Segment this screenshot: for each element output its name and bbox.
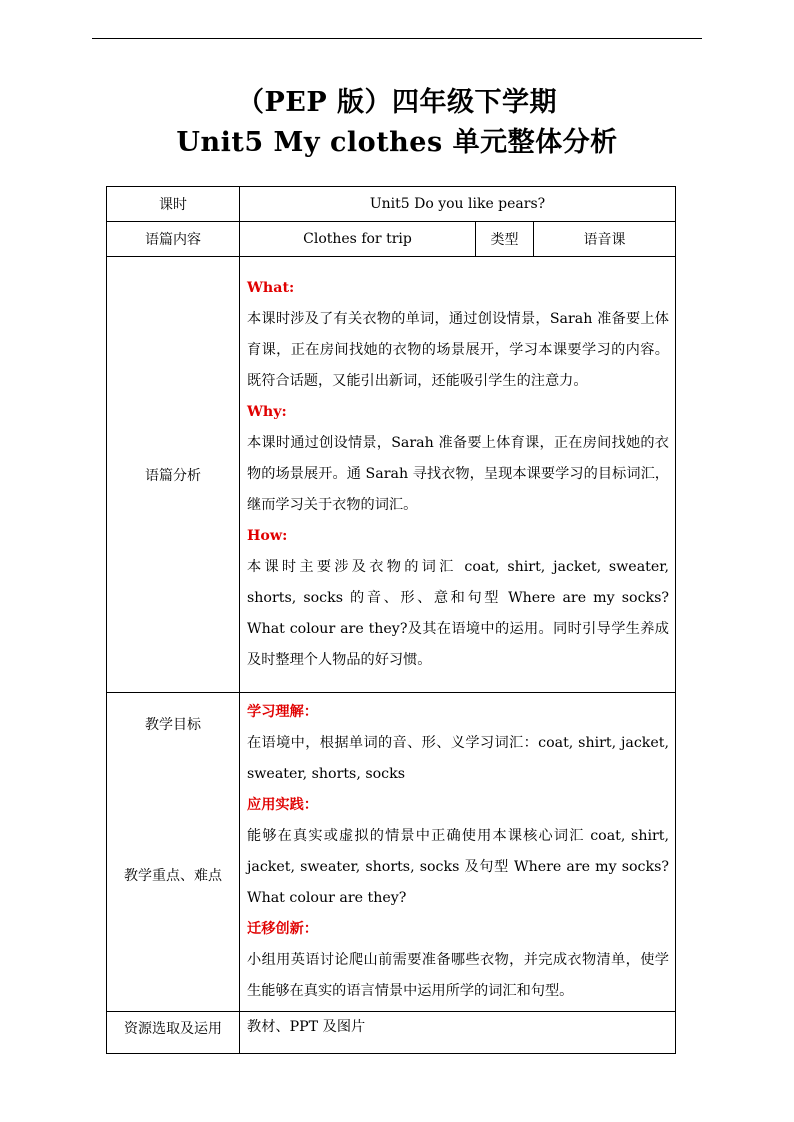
row-resources [107, 1012, 676, 1054]
label-lesson: 课时 [107, 187, 240, 222]
goals-content [240, 693, 676, 1012]
row-lesson [107, 187, 676, 222]
row-goals [107, 693, 676, 1012]
label-key-points: 教学重点、难点 [124, 868, 222, 884]
label-content: 语篇内容 [107, 222, 240, 257]
label-type: 类型 [476, 222, 534, 257]
value-content: Clothes for trip [240, 222, 476, 257]
transfer-text: 小组用英语讨论爬山前需要准备哪些衣物，并完成衣物清单，使学生能够在真实的语言情景中运用所学的词汇和句型。 [247, 952, 669, 999]
value-resources [240, 1012, 676, 1054]
analysis-content [240, 257, 676, 693]
label-resources: 资源选取及运用 [107, 1012, 240, 1054]
understand-heading: 学习理解： [247, 704, 318, 720]
understand-text: 在语境中，根据单词的音、形、义学习词汇：coat, shirt, jacket, sweater, shorts, socks [247, 735, 669, 782]
how-text: 本课时主要涉及衣物的词汇 coat, shirt, jacket, sweater, shorts, socks 的音、形、意和句型 Where are my socks? What colour are they?及其在语境中的运用。同时引导学生养成及时整理个人物品的好习惯。 [247, 559, 669, 668]
why-heading: Why: [247, 404, 287, 420]
why-text: 本课时通过创设情景，Sarah 准备要上体育课，正在房间找她的衣物的场景展开。通 Sarah 寻找衣物，呈现本课要学习的目标词汇，继而学习关于衣物的词汇。 [247, 435, 669, 513]
lesson-analysis-table [106, 186, 676, 1054]
value-type: 语音课 [534, 222, 676, 257]
apply-heading: 应用实践： [247, 797, 318, 813]
header-rule [92, 38, 702, 39]
row-analysis [107, 257, 676, 693]
goal-labels [107, 693, 240, 1012]
document-title-line1: （PEP 版）四年级下学期 [236, 87, 558, 118]
resources-text: 教材、PPT 及图片 [247, 1019, 366, 1035]
what-heading: What: [247, 280, 295, 296]
transfer-heading: 迁移创新： [247, 921, 318, 937]
what-text: 本课时涉及了有关衣物的单词，通过创设情景，Sarah 准备要上体育课，正在房间找她的衣物的场景展开，学习本课要学习的内容。既符合话题，又能引出新词，还能吸引学生的注意力。 [247, 311, 669, 389]
label-analysis: 语篇分析 [107, 257, 240, 693]
row-content [107, 222, 676, 257]
label-goals: 教学目标 [145, 717, 201, 733]
document-title-line2: Unit5 My clothes 单元整体分析 [176, 127, 618, 158]
value-lesson: Unit5 Do you like pears? [240, 187, 676, 222]
apply-text: 能够在真实或虚拟的情景中正确使用本课核心词汇 coat, shirt, jacket, sweater, shorts, socks 及句型 Where are my socks? What colour are they? [247, 828, 669, 906]
how-heading: How: [247, 528, 288, 544]
